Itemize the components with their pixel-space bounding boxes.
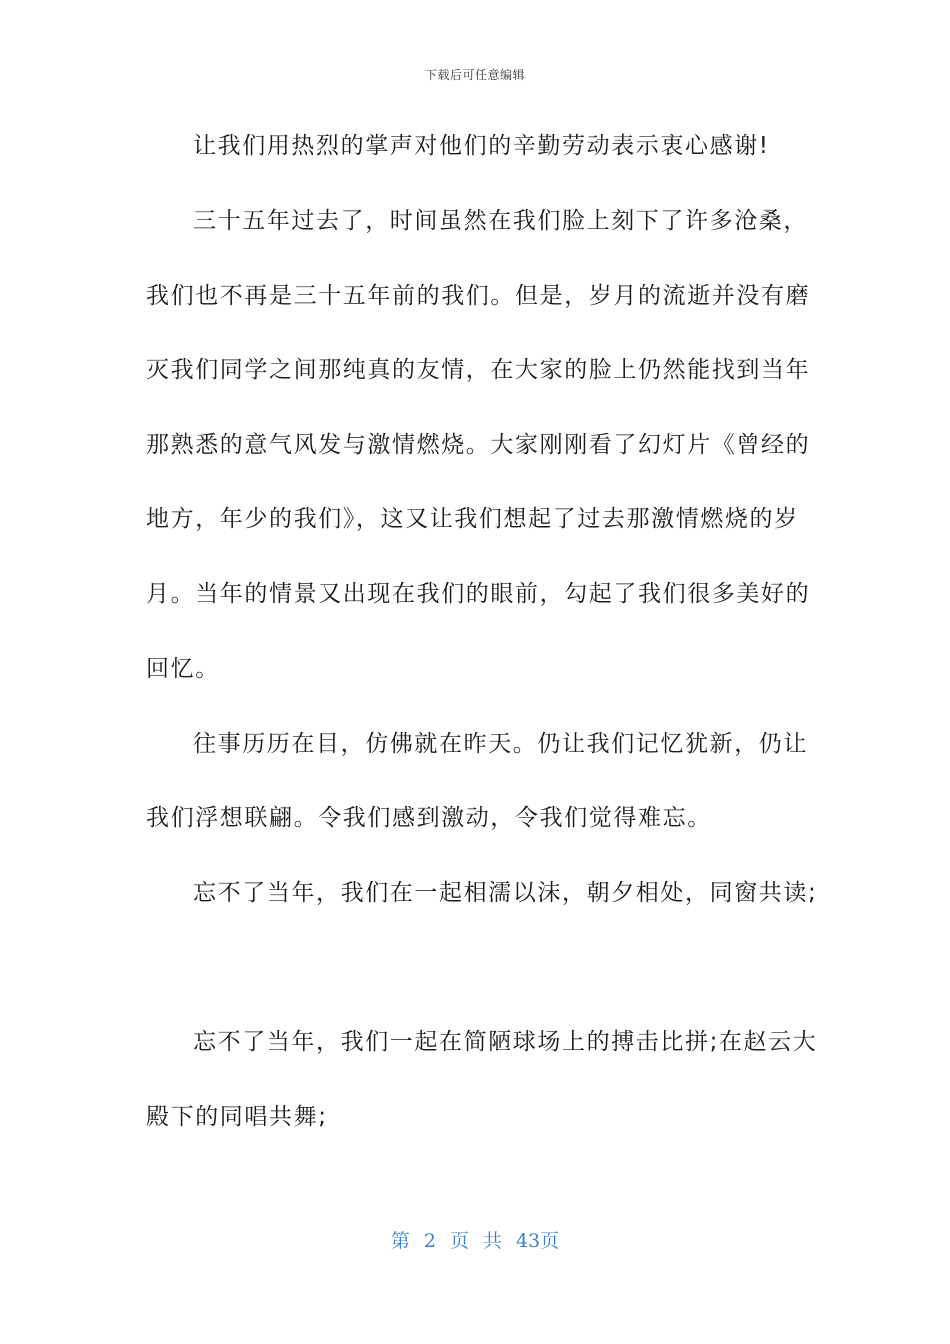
paragraph-line: 往事历历在目，仿佛就在昨天。仍让我们记忆犹新，仍让 bbox=[193, 731, 808, 757]
page-footer bbox=[0, 1226, 950, 1253]
page-header: 下载后可任意编辑 bbox=[424, 68, 525, 82]
paragraph-line: 忘不了当年，我们在一起相濡以沫，朝夕相处，同窗共读; bbox=[193, 880, 818, 906]
paragraph-line: 回忆。 bbox=[146, 656, 220, 682]
paragraph-line: 我们也不再是三十五年前的我们。但是，岁月的流逝并没有磨 bbox=[146, 283, 811, 309]
paragraph-line: 忘不了当年，我们一起在简陋球场上的搏击比拼;在赵云大 bbox=[193, 1029, 818, 1055]
paragraph-line: 地方，年少的我们》，这又让我们想起了过去那激情燃烧的岁 bbox=[146, 506, 799, 532]
footer-label-pages: 页 bbox=[540, 1230, 560, 1252]
paragraph-line: 灭我们同学之间那纯真的友情，在大家的脸上仍然能找到当年 bbox=[146, 357, 811, 383]
paragraph-line: 三十五年过去了，时间虽然在我们脸上刻下了许多沧桑， bbox=[193, 208, 808, 234]
paragraph-line: 月。当年的情景又出现在我们的眼前，勾起了我们很多美好的 bbox=[146, 581, 811, 607]
footer-label-total: 共 bbox=[482, 1230, 502, 1252]
footer-label-page: 第 bbox=[390, 1230, 410, 1252]
footer-total-pages: 43 bbox=[515, 1230, 541, 1252]
paragraph-line: 殿下的同唱共舞; bbox=[146, 1104, 328, 1130]
paragraph-line: 那熟悉的意气风发与激情燃烧。大家刚刚看了幻灯片《曾经的 bbox=[146, 432, 811, 458]
footer-label-of: 页 bbox=[449, 1230, 469, 1252]
footer-current-page: 2 bbox=[423, 1230, 436, 1252]
paragraph-line: 让我们用热烈的掌声对他们的辛勤劳动表示衷心感谢! bbox=[193, 133, 770, 159]
paragraph-line: 我们浮想联翩。令我们感到激动，令我们觉得难忘。 bbox=[146, 805, 712, 831]
